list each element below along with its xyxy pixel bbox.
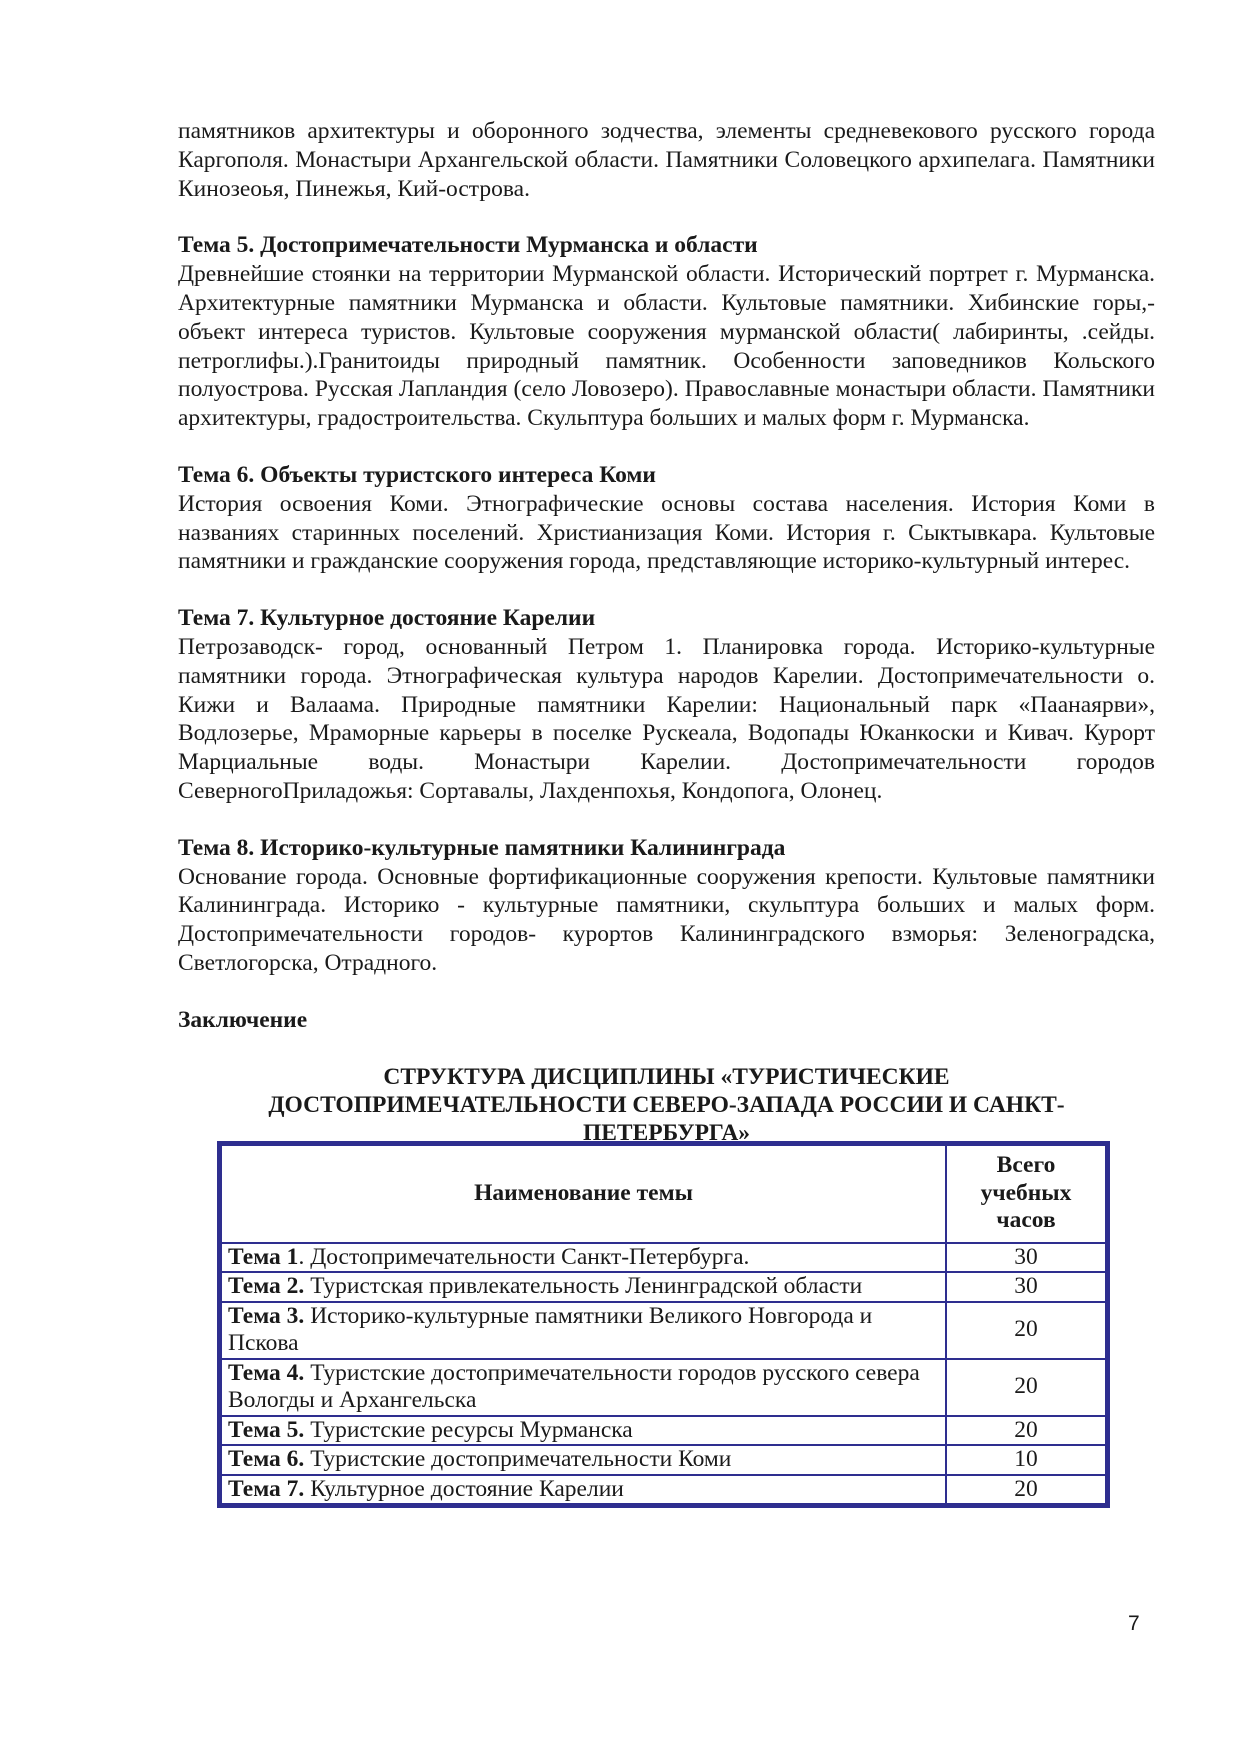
hours-cell: 30 — [946, 1272, 1106, 1302]
table-row — [221, 1475, 1106, 1505]
table-row — [221, 1302, 1106, 1359]
topic-number: Тема 7. — [228, 1475, 305, 1502]
section-tema-7 — [178, 604, 1155, 806]
topic-number: Тема 4. — [228, 1359, 305, 1386]
topic-number: Тема 1 — [228, 1243, 299, 1270]
topic-number: Тема 3. — [228, 1302, 305, 1329]
hours-cell: 20 — [946, 1359, 1106, 1416]
topic-title: Туристские достопримечательности Коми — [304, 1446, 732, 1473]
header-total-hours: Всего учебных часов — [946, 1145, 1106, 1243]
table-row — [221, 1445, 1106, 1475]
section-tema-5 — [178, 231, 1155, 433]
header-topic-name: Наименование темы — [221, 1145, 946, 1243]
topic-number: Тема 5. — [228, 1416, 305, 1443]
topic-title: Туристские ресурсы Мурманска — [304, 1416, 633, 1443]
topic-title: . Достопримечательности Санкт-Петербурга. — [298, 1243, 750, 1270]
section-tema-6 — [178, 461, 1155, 576]
hours-cell: 20 — [946, 1416, 1106, 1446]
topic-cell — [221, 1359, 946, 1416]
section-title: Тема 7. Культурное достояние Карелии — [178, 605, 596, 632]
table-row — [221, 1243, 1106, 1273]
structure-table — [217, 1141, 1110, 1509]
hours-cell: 30 — [946, 1243, 1106, 1273]
document-page — [178, 117, 1155, 1508]
section-title: Тема 6. Объекты туристского интереса Коми — [178, 461, 656, 488]
intro-paragraph: памятников архитектуры и оборонного зодчества, элементы средневекового русского города Каргополя. Монастыри Архангельской области. Памятники Соловецкого архипелага. Памятники Кинозеоья, Пинежья, Кий-острова. — [178, 118, 1155, 202]
table-row — [221, 1359, 1106, 1416]
topic-cell — [221, 1475, 946, 1505]
topic-title: Туристские достопримечательности городов русского севера Вологды и Архангельска — [228, 1359, 920, 1414]
topic-title: Культурное достояние Карелии — [304, 1475, 624, 1502]
section-title: Тема 5. Достопримечательности Мурманска и области — [178, 232, 758, 259]
table-header-row — [221, 1145, 1106, 1243]
hours-cell: 20 — [946, 1475, 1106, 1505]
table-row — [221, 1416, 1106, 1446]
section-text: Петрозаводск- город, основанный Петром 1. Планировка города. Историко-культурные памятники города. Этнографическая культура народов Карелии. Достопримечательности о. Кижи и Валаама. Природные памятники Карелии: Национальный парк «Паанаярви», Водлозерье, Мраморные карьеры в поселке Рускеала, Водопады Юканкоски и Кивач. Курорт Марциальные воды. Монастыри Карелии. Достопримечательности городов СеверногоПриладожья: Сортавалы, Лахденпохья, Кондопога, Олонец. — [178, 633, 1155, 804]
topic-number: Тема 6. — [228, 1446, 305, 1473]
hours-cell: 20 — [946, 1302, 1106, 1359]
topic-number: Тема 2. — [228, 1273, 305, 1300]
topic-cell — [221, 1272, 946, 1302]
topic-title: Историко-культурные памятники Великого Новгорода и Пскова — [228, 1302, 873, 1357]
topic-cell — [221, 1445, 946, 1475]
page-number: 7 — [1128, 1612, 1140, 1635]
hours-cell: 10 — [946, 1445, 1106, 1475]
section-text: Основание города. Основные фортификационные сооружения крепости. Культовые памятники Калининграда. Историко - культурные памятники, скульптура больших и малых форм. Достопримечательности городов- курортов Калининградского взморья: Зеленоградска, Светлогорска, Отрадного. — [178, 863, 1155, 976]
topic-cell — [221, 1416, 946, 1446]
section-text: История освоения Коми. Этнографические основы состава населения. История Коми в названиях старинных поселений. Христианизация Коми. История г. Сыктывкара. Культовые памятники и гражданские сооружения города, представляющие историко-культурный интерес. — [178, 490, 1155, 575]
topic-cell — [221, 1243, 946, 1273]
conclusion-heading: Заключение — [178, 1006, 308, 1033]
section-tema-8 — [178, 834, 1155, 978]
topic-title: Туристская привлекательность Ленинградской области — [304, 1273, 863, 1300]
table-row — [221, 1272, 1106, 1302]
structure-title: СТРУКТУРА ДИСЦИПЛИНЫ «ТУРИСТИЧЕСКИЕ ДОСТОПРИМЕЧАТЕЛЬНОСТИ СЕВЕРО-ЗАПАДА РОССИИ И САНКТ-ПЕТЕРБУРГА» — [268, 1063, 1065, 1146]
section-title: Тема 8. Историко-культурные памятники Калининграда — [178, 834, 786, 861]
topic-cell — [221, 1302, 946, 1359]
section-text: Древнейшие стоянки на территории Мурманской области. Исторический портрет г. Мурманска. Архитектурные памятники Мурманска и области. Культовые памятники. Хибинские горы,- объект интереса туристов. Культовые сооружения мурманской области( лабиринты, .сейды. петроглифы.).Гранитоиды природный памятник. Особенности заповедников Кольского полуострова. Русская Лапландия (село Ловозеро). Православные монастыри области. Памятники архитектуры, градостроительства. Скульптура больших и малых форм г. Мурманска. — [178, 261, 1155, 432]
